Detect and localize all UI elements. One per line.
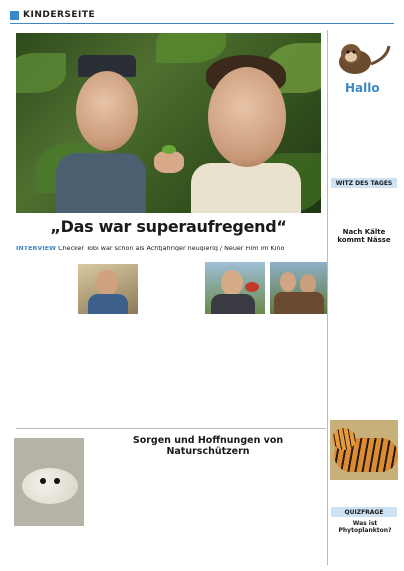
photo-boy-with-animal <box>78 264 138 314</box>
hero-photo <box>16 33 321 213</box>
article2-headline: Sorgen und Hoffnungen von Naturschützern <box>132 435 284 457</box>
witz-des-tages-box <box>331 178 397 188</box>
photo-tobi-with-bird <box>205 262 265 314</box>
quizfrage-label: QUIZFRAGE <box>344 508 384 516</box>
photo-people-outdoors <box>270 262 328 314</box>
main-headline: „Das war superaufregend“ <box>50 217 287 236</box>
nacht-article-title: Nach Kälte kommt Nässe <box>337 228 391 244</box>
subheadline-text: Checker Tobi war schon als Achtjähriger neugierig / Neuer Film im Kino <box>58 246 285 251</box>
quiz-question: Was ist Phytoplankton? <box>338 520 392 534</box>
divider-horizontal <box>16 428 326 429</box>
section-title: KINDERSEITE <box>23 9 96 20</box>
photo-tiger <box>330 420 398 480</box>
quizfrage-box <box>331 507 397 517</box>
monkey-mascot-illustration <box>335 38 395 78</box>
divider-vertical <box>327 30 328 565</box>
witz-des-tages-label: WITZ DES TAGES <box>335 179 393 187</box>
section-marker <box>10 11 19 20</box>
subheadline <box>16 246 321 251</box>
interview-tag: INTERVIEW <box>16 246 57 251</box>
section-header <box>10 8 394 22</box>
photo-seal-pup <box>14 438 84 526</box>
header-rule <box>10 23 394 24</box>
greeting-hallo: Hallo <box>345 81 380 95</box>
